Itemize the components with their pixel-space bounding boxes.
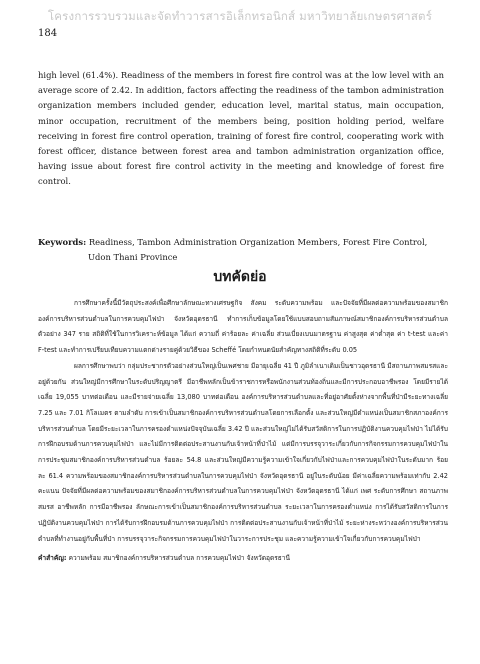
- keywords-values-1: Readiness, Tambon Administration Organization Members, Forest Fire Control,: [88, 237, 428, 247]
- thai-abstract-body: [38, 296, 448, 567]
- journal-watermark: โครงการรวบรวมและจัดทำวารสารอิเล็กทรอนิกส์ มหาวิทยาลัยเกษตรศาสตร์: [47, 9, 433, 23]
- thai-keywords: [38, 551, 448, 567]
- thai-paragraph-2: ผลการศึกษาพบว่า กลุ่มประชากรตัวอย่างส่วนใหญ่เป็นเพศชาย มีอายุเฉลี่ย 41 ปี ภูมิลำเนาเดิมเป็นชาวอุดรธานี มีสถานภาพสมรสและอยู่ด้วยกัน ส่วนใหญ่มีการศึกษาในระดับปริญญาตรี มีอาชีพหลักเป็นข้าราชการหรือพนักงานส่วนท้องถิ่นและมีการประกอบอาชีพรอง โดยมีรายได้เฉลี่ย 19,055 บาทต่อเดือน และมีรายจ่ายเฉลี่ย 13,080 บาทต่อเดือน องค์การบริหารส่วนตำบลและที่อยู่อาศัยตั้งห่างจากพื้นที่ป่ามีระยะทางเฉลี่ย 7.25 และ 7.01 กิโลเมตร ตามลำดับ การเข้าเป็นสมาชิกองค์การบริหารส่วนตำบลโดยการเลือกตั้ง และส่วนใหญ่มีตำแหน่งเป็นสมาชิกสภาองค์การบริหารส่วนตำบล โดยมีระยะเวลาในการครองตำแหน่งปัจจุบันเฉลี่ย 3.42 ปี และส่วนใหญ่ไม่ได้รับสวัสดิการในการปฏิบัติงานควบคุมไฟป่า ไม่ได้รับการฝึกอบรมด้านการควบคุมไฟป่า และไม่มีการติดต่อประสานงานกับเจ้าหน้าที่ป่าไม้ แต่มีการบรรจุวาระเกี่ยวกับการกิจกรรมการควบคุมไฟป่าในการประชุมสมาชิกองค์การบริหารส่วนตำบล ร้อยละ 54.8 และส่วนใหญ่มีความรู้ความเข้าใจเกี่ยวกับไฟป่าและการควบคุมไฟป่าในระดับมาก ร้อยละ 61.4 ความพร้อมของสมาชิกองค์การบริหารส่วนตำบลในการควบคุมไฟป่า จังหวัดอุดรธานี อยู่ในระดับน้อย มีค่าเฉลี่ยความพร้อมเท่ากับ 2.42 คะแนน ปัจจัยที่มีผลต่อความพร้อมของสมาชิกองค์การบริหารส่วนตำบลในการควบคุมไฟป่า จังหวัดอุดรธานี ได้แก่ เพศ ระดับการศึกษา สถานภาพสมรส อาชีพหลัก การมีอาชีพรอง ลักษณะการเข้าเป็นสมาชิกองค์การบริหารส่วนตำบล ระยะเวลาในการครองตำแหน่ง การได้รับสวัสดิการในการปฏิบัติงานควบคุมไฟป่า การได้รับการฝึกอบรมด้านการควบคุมไฟป่า การติดต่อประสานงานกับเจ้าหน้าที่ป่าไม้ ระยะห่างระหว่างองค์การบริหารส่วนตำบลที่ทำงานอยู่กับพื้นที่ป่า การบรรจุวาระกิจกรรมการควบคุมไฟป่าในวาระการประชุม และความรู้ความเข้าใจเกี่ยวกับการควบคุมไฟป่า: [38, 361, 448, 543]
- page-number: 184: [38, 28, 58, 39]
- keywords-label: Keywords:: [38, 237, 87, 247]
- keywords-values-2: Udon Thani Province: [88, 252, 178, 263]
- english-keywords: [38, 235, 444, 265]
- thai-abstract-heading: บทคัดย่อ: [213, 269, 267, 285]
- english-abstract-text: high level (61.4%). Readiness of the members in forest fire control was at the low level with an average score of 2.42. In addition, factors affecting the readiness of the tambon administration organization members included gender, education level, marital status, main occupation, minor occupation, recruitment of the members being, position holding period, welfare receiving in forest fire control operation, training of forest fire control, cooperating work with forest officer, distance between forest area and tambon administration organization office, having issue about forest fire control activity in the meeting and knowledge of forest fire control.: [38, 70, 444, 187]
- thai-keywords-label: คำสำคัญ:: [38, 554, 67, 563]
- thai-paragraph-1: การศึกษาครั้งนี้มีวัตถุประสงค์เพื่อศึกษาลักษณะทางเศรษฐกิจ สังคม ระดับความพร้อม และปัจจัยที่มีผลต่อความพร้อมของสมาชิกองค์การบริหารส่วนตำบลในการควบคุมไฟป่า จังหวัดอุดรธานี ทำการเก็บข้อมูลโดยใช้แบบสอบถามสัมภาษณ์สมาชิกองค์การบริหารส่วนตำบลตัวอย่าง 347 ราย สถิติที่ใช้ในการวิเคราะห์ข้อมูล ได้แก่ ความถี่ ค่าร้อยละ ค่าเฉลี่ย ส่วนเบี่ยงเบนมาตรฐาน ค่าสูงสุด ค่าต่ำสุด ค่า t-test และค่า F-test และทำการเปรียบเทียบความแตกต่างรายคู่ด้วยวิธีของ Scheffé โดยกำหนดนัยสำคัญทางสถิติที่ระดับ 0.05: [38, 299, 448, 355]
- keywords-line-1: [38, 235, 444, 250]
- thai-keywords-values: ความพร้อม สมาชิกองค์การบริหารส่วนตำบล การควบคุมไฟป่า จังหวัดอุดรธานี: [68, 554, 290, 563]
